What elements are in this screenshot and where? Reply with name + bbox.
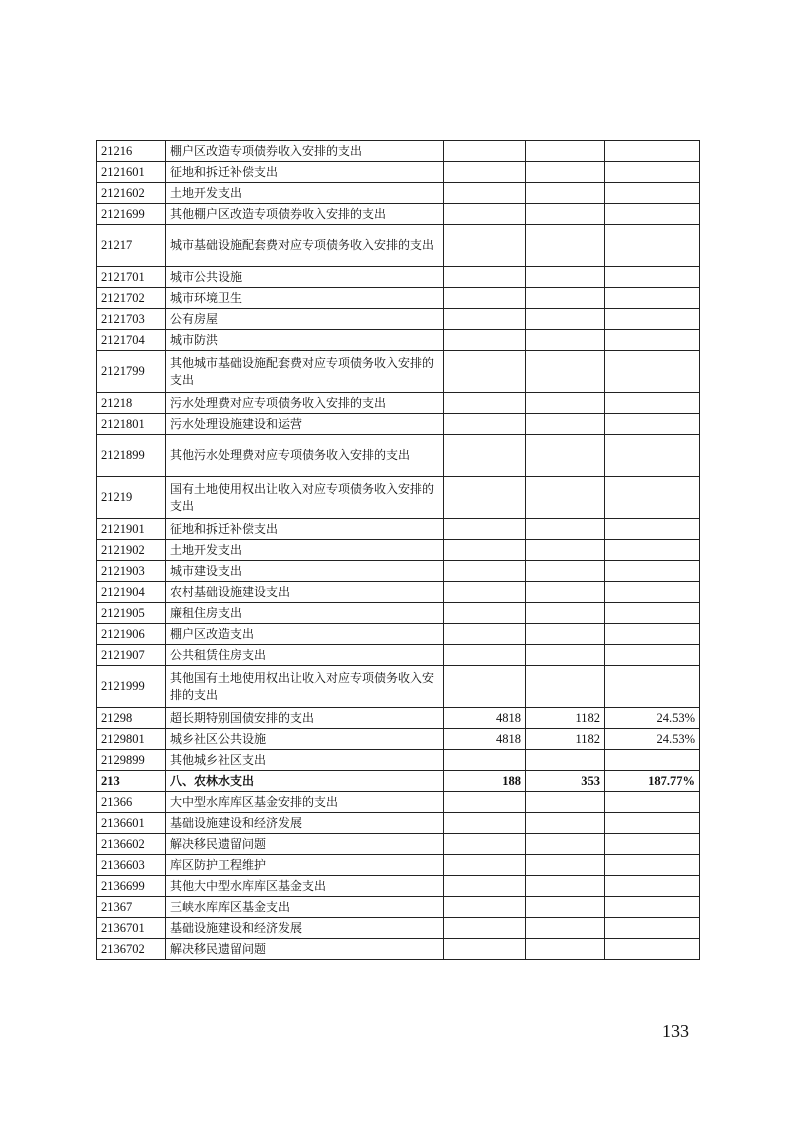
budget-value-cell bbox=[444, 477, 526, 519]
table-row bbox=[97, 519, 700, 540]
table-row bbox=[97, 666, 700, 708]
table-row bbox=[97, 561, 700, 582]
budget-value-cell bbox=[444, 624, 526, 645]
budget-value-cell bbox=[444, 519, 526, 540]
table-row bbox=[97, 183, 700, 204]
table-row bbox=[97, 603, 700, 624]
table-row bbox=[97, 141, 700, 162]
code-cell: 2121999 bbox=[97, 666, 166, 708]
ratio-cell bbox=[605, 939, 700, 960]
budget-value-cell bbox=[444, 792, 526, 813]
name-cell: 征地和拆迁补偿支出 bbox=[166, 519, 444, 540]
table-row bbox=[97, 813, 700, 834]
name-cell: 基础设施建设和经济发展 bbox=[166, 813, 444, 834]
table-row bbox=[97, 540, 700, 561]
ratio-cell bbox=[605, 267, 700, 288]
ratio-cell bbox=[605, 393, 700, 414]
ratio-cell bbox=[605, 414, 700, 435]
ratio-cell bbox=[605, 141, 700, 162]
budget-value-cell bbox=[444, 162, 526, 183]
table-row bbox=[97, 414, 700, 435]
code-cell: 2121907 bbox=[97, 645, 166, 666]
code-cell: 2136702 bbox=[97, 939, 166, 960]
actual-value-cell bbox=[526, 414, 605, 435]
actual-value-cell bbox=[526, 813, 605, 834]
name-cell: 基础设施建设和经济发展 bbox=[166, 918, 444, 939]
table-row bbox=[97, 225, 700, 267]
code-cell: 21217 bbox=[97, 225, 166, 267]
actual-value-cell bbox=[526, 267, 605, 288]
actual-value-cell bbox=[526, 750, 605, 771]
budget-value-cell: 4818 bbox=[444, 729, 526, 750]
ratio-cell bbox=[605, 225, 700, 267]
ratio-cell bbox=[605, 435, 700, 477]
budget-value-cell bbox=[444, 582, 526, 603]
actual-value-cell bbox=[526, 897, 605, 918]
table-row bbox=[97, 855, 700, 876]
table-row bbox=[97, 288, 700, 309]
name-cell: 城市建设支出 bbox=[166, 561, 444, 582]
actual-value-cell bbox=[526, 183, 605, 204]
budget-value-cell bbox=[444, 141, 526, 162]
ratio-cell bbox=[605, 561, 700, 582]
ratio-cell bbox=[605, 204, 700, 225]
code-cell: 2121799 bbox=[97, 351, 166, 393]
table-row bbox=[97, 645, 700, 666]
code-cell: 21216 bbox=[97, 141, 166, 162]
actual-value-cell bbox=[526, 876, 605, 897]
ratio-cell bbox=[605, 792, 700, 813]
budget-value-cell bbox=[444, 330, 526, 351]
code-cell: 2121601 bbox=[97, 162, 166, 183]
table-row bbox=[97, 351, 700, 393]
ratio-cell bbox=[605, 477, 700, 519]
budget-value-cell bbox=[444, 855, 526, 876]
code-cell: 2136602 bbox=[97, 834, 166, 855]
actual-value-cell bbox=[526, 582, 605, 603]
name-cell: 解决移民遗留问题 bbox=[166, 834, 444, 855]
ratio-cell bbox=[605, 162, 700, 183]
ratio-cell bbox=[605, 288, 700, 309]
name-cell: 征地和拆迁补偿支出 bbox=[166, 162, 444, 183]
name-cell: 大中型水库库区基金安排的支出 bbox=[166, 792, 444, 813]
name-cell: 三峡水库库区基金支出 bbox=[166, 897, 444, 918]
budget-value-cell bbox=[444, 813, 526, 834]
code-cell: 2121904 bbox=[97, 582, 166, 603]
ratio-cell bbox=[605, 813, 700, 834]
code-cell: 21298 bbox=[97, 708, 166, 729]
actual-value-cell bbox=[526, 918, 605, 939]
name-cell: 其他城市基础设施配套费对应专项债务收入安排的支出 bbox=[166, 351, 444, 393]
actual-value-cell bbox=[526, 561, 605, 582]
ratio-cell bbox=[605, 834, 700, 855]
name-cell: 廉租住房支出 bbox=[166, 603, 444, 624]
name-cell: 城乡社区公共设施 bbox=[166, 729, 444, 750]
table-row bbox=[97, 330, 700, 351]
table-row bbox=[97, 162, 700, 183]
table-row bbox=[97, 435, 700, 477]
actual-value-cell bbox=[526, 603, 605, 624]
ratio-cell bbox=[605, 183, 700, 204]
name-cell: 其他污水处理费对应专项债务收入安排的支出 bbox=[166, 435, 444, 477]
table-row bbox=[97, 393, 700, 414]
budget-value-cell bbox=[444, 393, 526, 414]
code-cell: 2121901 bbox=[97, 519, 166, 540]
budget-value-cell bbox=[444, 603, 526, 624]
actual-value-cell bbox=[526, 477, 605, 519]
code-cell: 2121905 bbox=[97, 603, 166, 624]
name-cell: 其他大中型水库库区基金支出 bbox=[166, 876, 444, 897]
name-cell: 库区防护工程维护 bbox=[166, 855, 444, 876]
budget-value-cell bbox=[444, 834, 526, 855]
name-cell: 解决移民遗留问题 bbox=[166, 939, 444, 960]
code-cell: 2121703 bbox=[97, 309, 166, 330]
name-cell: 其他棚户区改造专项债券收入安排的支出 bbox=[166, 204, 444, 225]
name-cell: 其他国有土地使用权出让收入对应专项债务收入安排的支出 bbox=[166, 666, 444, 708]
code-cell: 2121899 bbox=[97, 435, 166, 477]
actual-value-cell: 1182 bbox=[526, 708, 605, 729]
ratio-cell bbox=[605, 897, 700, 918]
ratio-cell: 187.77% bbox=[605, 771, 700, 792]
ratio-cell bbox=[605, 876, 700, 897]
ratio-cell bbox=[605, 624, 700, 645]
budget-value-cell bbox=[444, 435, 526, 477]
name-cell: 城市环境卫生 bbox=[166, 288, 444, 309]
actual-value-cell bbox=[526, 939, 605, 960]
budget-value-cell bbox=[444, 267, 526, 288]
table-row bbox=[97, 897, 700, 918]
ratio-cell: 24.53% bbox=[605, 729, 700, 750]
budget-value-cell bbox=[444, 918, 526, 939]
page-number: 133 bbox=[662, 1021, 689, 1041]
code-cell: 2136601 bbox=[97, 813, 166, 834]
name-cell: 土地开发支出 bbox=[166, 540, 444, 561]
actual-value-cell bbox=[526, 645, 605, 666]
table-row bbox=[97, 792, 700, 813]
code-cell: 2121704 bbox=[97, 330, 166, 351]
budget-value-cell bbox=[444, 750, 526, 771]
budget-value-cell bbox=[444, 645, 526, 666]
ratio-cell bbox=[605, 750, 700, 771]
actual-value-cell bbox=[526, 435, 605, 477]
actual-value-cell: 353 bbox=[526, 771, 605, 792]
code-cell: 2121602 bbox=[97, 183, 166, 204]
ratio-cell bbox=[605, 351, 700, 393]
code-cell: 2136603 bbox=[97, 855, 166, 876]
ratio-cell bbox=[605, 603, 700, 624]
name-cell: 公有房屋 bbox=[166, 309, 444, 330]
table-row bbox=[97, 204, 700, 225]
budget-value-cell bbox=[444, 183, 526, 204]
ratio-cell bbox=[605, 666, 700, 708]
actual-value-cell bbox=[526, 834, 605, 855]
budget-value-cell: 4818 bbox=[444, 708, 526, 729]
code-cell: 21218 bbox=[97, 393, 166, 414]
code-cell: 2129801 bbox=[97, 729, 166, 750]
code-cell: 21219 bbox=[97, 477, 166, 519]
actual-value-cell bbox=[526, 204, 605, 225]
name-cell: 棚户区改造支出 bbox=[166, 624, 444, 645]
name-cell: 城市基础设施配套费对应专项债务收入安排的支出 bbox=[166, 225, 444, 267]
ratio-cell bbox=[605, 645, 700, 666]
ratio-cell bbox=[605, 540, 700, 561]
code-cell: 213 bbox=[97, 771, 166, 792]
actual-value-cell: 1182 bbox=[526, 729, 605, 750]
budget-value-cell bbox=[444, 540, 526, 561]
ratio-cell bbox=[605, 582, 700, 603]
code-cell: 2121906 bbox=[97, 624, 166, 645]
table-row bbox=[97, 771, 700, 792]
budget-value-cell bbox=[444, 666, 526, 708]
actual-value-cell bbox=[526, 225, 605, 267]
budget-value-cell bbox=[444, 561, 526, 582]
code-cell: 2121701 bbox=[97, 267, 166, 288]
ratio-cell bbox=[605, 519, 700, 540]
budget-value-cell bbox=[444, 897, 526, 918]
actual-value-cell bbox=[526, 288, 605, 309]
name-cell: 农村基础设施建设支出 bbox=[166, 582, 444, 603]
actual-value-cell bbox=[526, 519, 605, 540]
table-row bbox=[97, 477, 700, 519]
budget-value-cell bbox=[444, 309, 526, 330]
table-row bbox=[97, 708, 700, 729]
name-cell: 棚户区改造专项债券收入安排的支出 bbox=[166, 141, 444, 162]
budget-value-cell bbox=[444, 288, 526, 309]
name-cell: 公共租赁住房支出 bbox=[166, 645, 444, 666]
ratio-cell: 24.53% bbox=[605, 708, 700, 729]
actual-value-cell bbox=[526, 393, 605, 414]
name-cell: 土地开发支出 bbox=[166, 183, 444, 204]
budget-value-cell bbox=[444, 225, 526, 267]
code-cell: 2121699 bbox=[97, 204, 166, 225]
budget-value-cell: 188 bbox=[444, 771, 526, 792]
actual-value-cell bbox=[526, 330, 605, 351]
table-row bbox=[97, 834, 700, 855]
actual-value-cell bbox=[526, 855, 605, 876]
table-row bbox=[97, 750, 700, 771]
table-row bbox=[97, 624, 700, 645]
budget-value-cell bbox=[444, 876, 526, 897]
table-row bbox=[97, 267, 700, 288]
table-row bbox=[97, 582, 700, 603]
name-cell: 污水处理设施建设和运营 bbox=[166, 414, 444, 435]
actual-value-cell bbox=[526, 351, 605, 393]
actual-value-cell bbox=[526, 540, 605, 561]
name-cell: 城市防洪 bbox=[166, 330, 444, 351]
name-cell: 八、农林水支出 bbox=[166, 771, 444, 792]
actual-value-cell bbox=[526, 141, 605, 162]
name-cell: 城市公共设施 bbox=[166, 267, 444, 288]
table-row bbox=[97, 309, 700, 330]
budget-value-cell bbox=[444, 351, 526, 393]
code-cell: 2121801 bbox=[97, 414, 166, 435]
table-row bbox=[97, 939, 700, 960]
budget-value-cell bbox=[444, 939, 526, 960]
code-cell: 21367 bbox=[97, 897, 166, 918]
table-body bbox=[97, 141, 700, 960]
name-cell: 其他城乡社区支出 bbox=[166, 750, 444, 771]
actual-value-cell bbox=[526, 666, 605, 708]
ratio-cell bbox=[605, 330, 700, 351]
actual-value-cell bbox=[526, 162, 605, 183]
actual-value-cell bbox=[526, 309, 605, 330]
ratio-cell bbox=[605, 855, 700, 876]
name-cell: 超长期特别国债安排的支出 bbox=[166, 708, 444, 729]
ratio-cell bbox=[605, 309, 700, 330]
ratio-cell bbox=[605, 918, 700, 939]
code-cell: 2136701 bbox=[97, 918, 166, 939]
code-cell: 2136699 bbox=[97, 876, 166, 897]
table-row bbox=[97, 876, 700, 897]
code-cell: 2129899 bbox=[97, 750, 166, 771]
code-cell: 2121702 bbox=[97, 288, 166, 309]
code-cell: 2121902 bbox=[97, 540, 166, 561]
code-cell: 21366 bbox=[97, 792, 166, 813]
name-cell: 国有土地使用权出让收入对应专项债务收入安排的支出 bbox=[166, 477, 444, 519]
code-cell: 2121903 bbox=[97, 561, 166, 582]
budget-value-cell bbox=[444, 204, 526, 225]
budget-value-cell bbox=[444, 414, 526, 435]
actual-value-cell bbox=[526, 792, 605, 813]
budget-expenditure-table bbox=[96, 140, 700, 960]
table-row bbox=[97, 729, 700, 750]
actual-value-cell bbox=[526, 624, 605, 645]
table-row bbox=[97, 918, 700, 939]
name-cell: 污水处理费对应专项债务收入安排的支出 bbox=[166, 393, 444, 414]
